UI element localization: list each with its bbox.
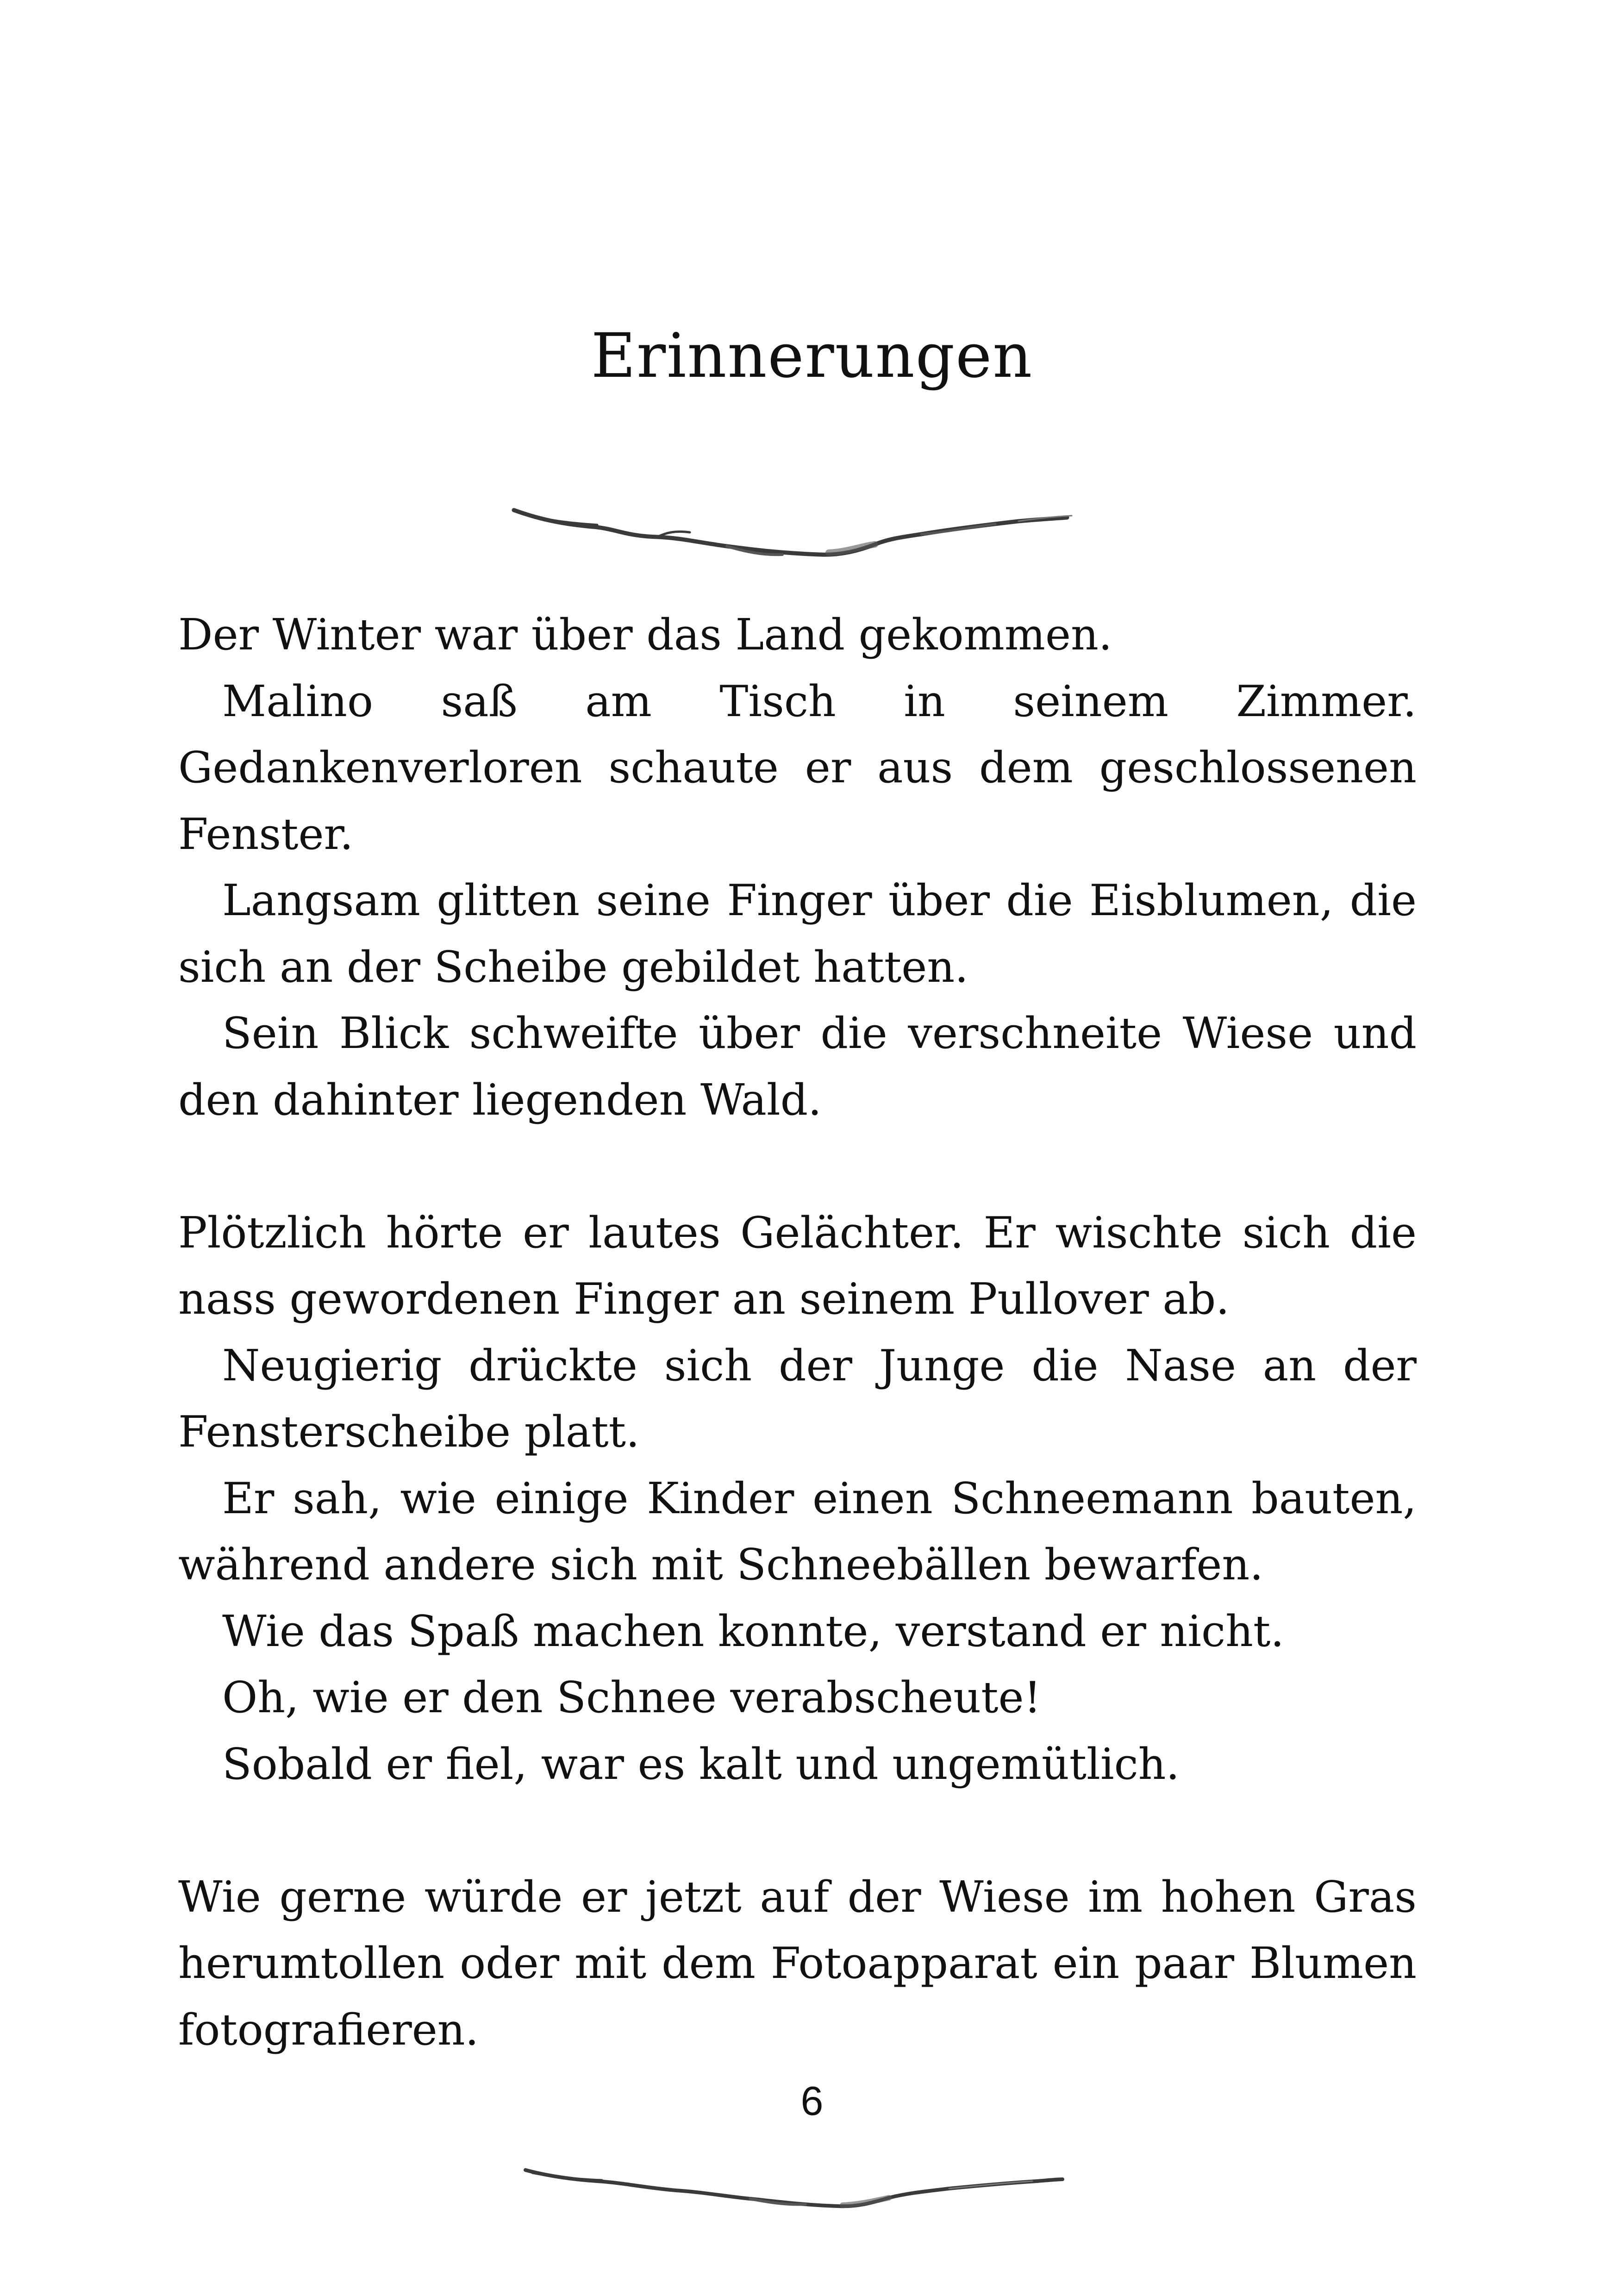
paragraph: Er sah, wie einige Kinder einen Schneemann bauten, während andere sich mit Schneebällen bewarfen. (178, 1473, 1417, 1590)
chapter-title: Erinnerungen (591, 320, 1033, 392)
paragraph: Neugierig drückte sich der Junge die Nase an der Fensterscheibe platt. (178, 1340, 1417, 1457)
page-number: 6 (800, 2078, 824, 2124)
paragraph: Der Winter war über das Land gekommen. (178, 610, 1112, 660)
paragraph: Plötzlich hörte er lautes Gelächter. Er wischte sich die nass gewordenen Finger an seinem Pullover ab. (178, 1207, 1417, 1324)
paragraph: Langsam glitten seine Finger über die Eisblumen, die sich an der Scheibe gebildet hatten. (178, 875, 1417, 992)
paragraph: Sein Blick schweifte über die verschneite Wiese und den dahinter liegenden Wald. (178, 1008, 1417, 1125)
paragraph: Sobald er fiel, war es kalt und ungemütlich. (222, 1739, 1180, 1789)
branch-divider-top-icon (505, 500, 1074, 579)
paragraph: Wie gerne würde er jetzt auf der Wiese im hohen Gras herumtollen oder mit dem Fotoapparat ein paar Blumen fotografieren. (178, 1871, 1417, 2055)
branch-divider-bottom-icon (518, 2162, 1065, 2222)
chapter-body (178, 602, 1417, 2063)
paragraph: Wie das Spaß machen konnte, verstand er nicht. (222, 1606, 1284, 1656)
paragraph: Malino saß am Tisch in seinem Zimmer. Gedankenverloren schaute er aus dem geschlossenen Fenster. (178, 676, 1417, 859)
paragraph: Oh, wie er den Schnee verabscheute! (222, 1672, 1041, 1722)
